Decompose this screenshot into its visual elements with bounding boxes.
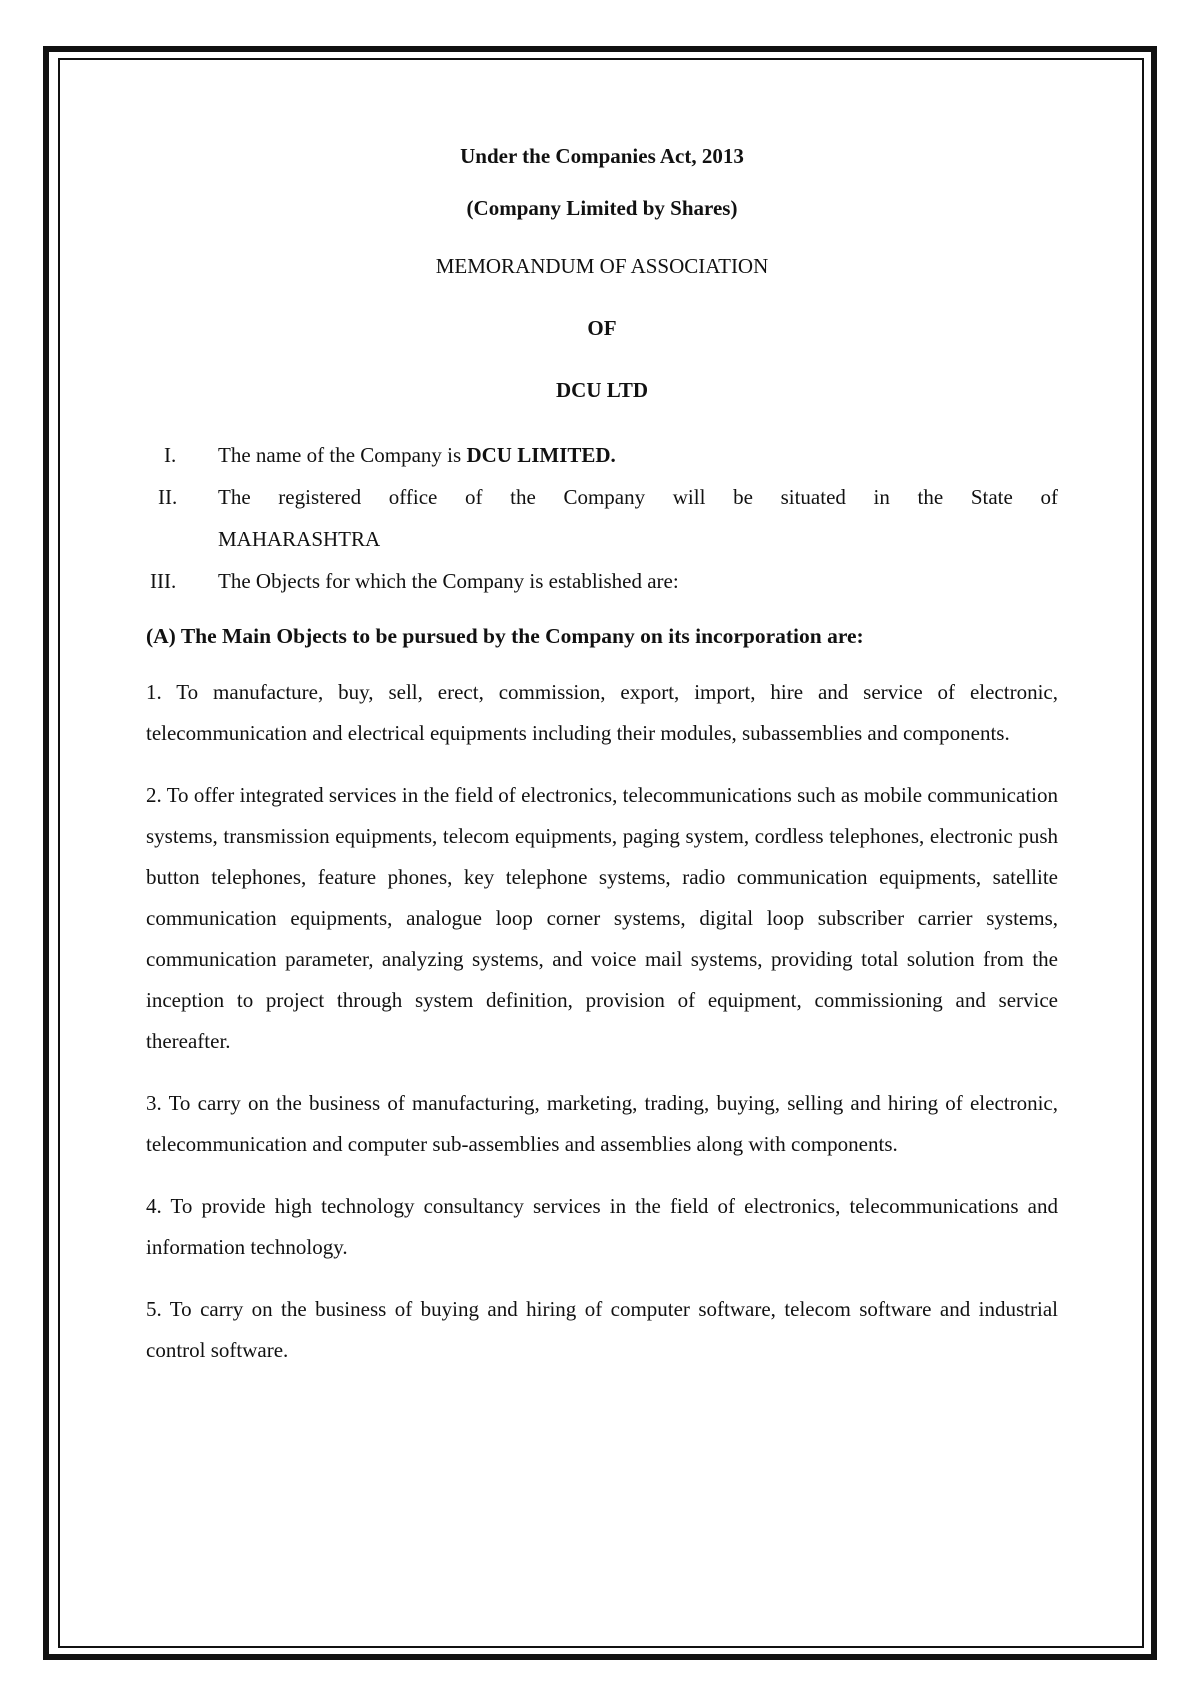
clause-text — [218, 476, 1058, 560]
object-paragraph-5: 5. To carry on the business of buying and hiring of computer software, telecom software and industrial control software. — [146, 1296, 1058, 1362]
object-paragraph-2: 2. To offer integrated services in the field of electronics, telecommunications such as mobile communication systems, transmission equipments, telecom equipments, paging system, cordless telephones, electronic push button telephones, feature phones, key telephone systems, radio communication equipments, satellite communication equipments, analogue loop corner systems, digital loop subscriber carrier systems, communication parameter, analyzing systems, and voice mail systems, providing total solution from the inception to project through system definition, provision of equipment, commissioning and service thereafter. — [146, 782, 1058, 1053]
clause-text: The Objects for which the Company is established are: — [218, 569, 679, 593]
state-name: MAHARASHTRA — [218, 527, 381, 551]
clause-item — [146, 476, 1058, 560]
main-objects-heading: (A) The Main Objects to be pursued by the Company on its incorporation are: — [146, 624, 864, 648]
clause-item — [146, 560, 1058, 602]
clause-item — [146, 434, 1058, 476]
object-paragraph-3: 3. To carry on the business of manufacturing, marketing, trading, buying, selling and hiring of electronic, telecommunication and computer sub-assemblies and assemblies along with components. — [146, 1090, 1058, 1156]
company-full-name: DCU LIMITED. — [466, 443, 616, 467]
clause-number: III. — [150, 569, 177, 593]
clause-number: II. — [158, 485, 178, 509]
clause-name-prefix: The name of the Company is — [218, 443, 467, 467]
clause-text — [218, 434, 1058, 476]
act-line: Under the Companies Act, 2013 — [460, 144, 744, 168]
object-paragraph-4: 4. To provide high technology consultancy services in the field of electronics, telecommunications and information technology. — [146, 1193, 1058, 1259]
clause-number: I. — [164, 443, 177, 467]
document-title: MEMORANDUM OF ASSOCIATION — [435, 254, 769, 278]
of-line: OF — [587, 316, 617, 340]
clause-text-line: The registered office of the Company will be situated in the State of — [218, 485, 1058, 509]
object-paragraph-1: 1. To manufacture, buy, sell, erect, commission, export, import, hire and service of electronic, telecommunication and electrical equipments including their modules, subassemblies and components. — [146, 679, 1058, 745]
document-body — [146, 142, 1058, 1392]
company-type: (Company Limited by Shares) — [466, 196, 738, 220]
clauses-list — [146, 434, 1058, 602]
company-short-name: DCU LTD — [556, 378, 648, 402]
